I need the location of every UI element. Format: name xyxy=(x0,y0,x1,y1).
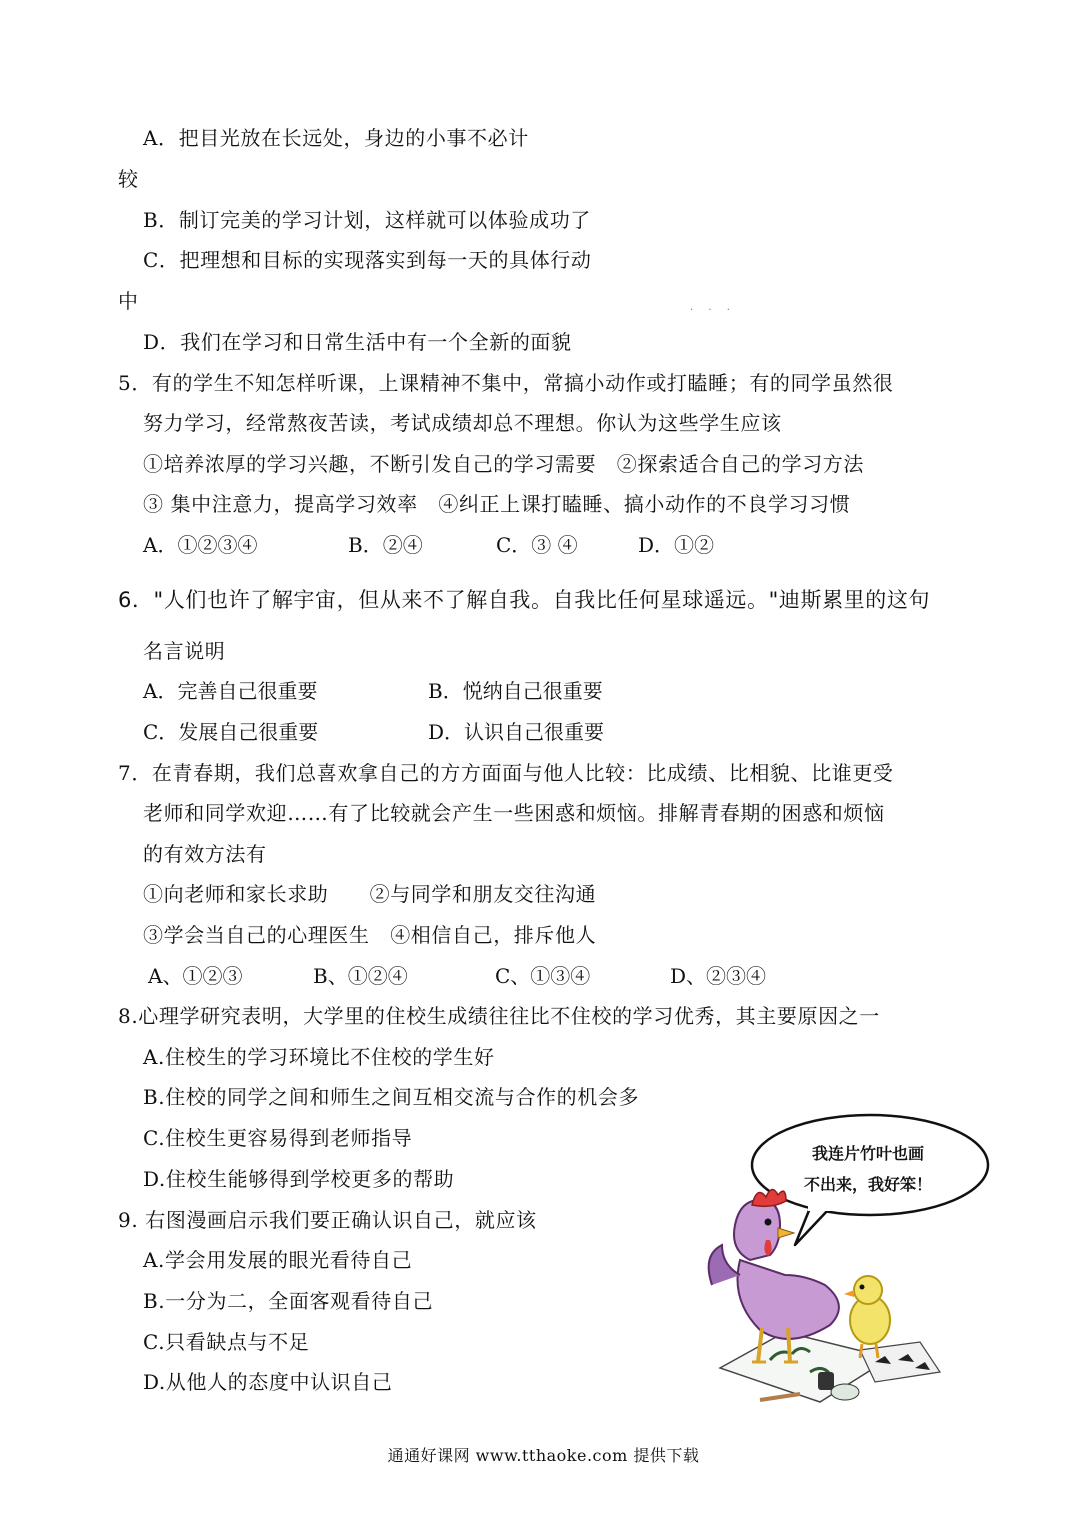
q7-option-c: C、①③④ xyxy=(495,964,591,988)
q7-option-b: B、①②④ xyxy=(313,964,408,988)
q7-option-d: D、②③④ xyxy=(670,964,767,988)
q9-option-b: B.一分为二，全面客观看待自己 xyxy=(143,1289,434,1313)
q4-option-d: D．我们在学习和日常生活中有一个全新的面貌 xyxy=(143,330,572,354)
q7-stem-line2: 老师和同学欢迎……有了比较就会产生一些困惑和烦恼。排解青春期的困惑和烦恼 xyxy=(143,801,885,825)
q9-option-a: A.学会用发展的眼光看待自己 xyxy=(143,1248,413,1272)
q7-statement-line2: ③学会当自己的心理医生 ④相信自己，排斥他人 xyxy=(143,923,597,947)
q8-option-c: C.住校生更容易得到老师指导 xyxy=(143,1126,413,1150)
q7-option-a: A、①②③ xyxy=(148,964,243,988)
footer-credit: 通通好课网 www.tthaoke.com 提供下载 xyxy=(387,1446,700,1465)
q5-option-d: D．①② xyxy=(638,533,715,557)
q4-option-b: B．制订完美的学习计划，这样就可以体验成功了 xyxy=(143,208,591,232)
bubble-text-line2: 不出来，我好笨！ xyxy=(803,1175,933,1194)
q7-stem-line1: 7．在青春期，我们总喜欢拿自己的方方面面与他人比较：比成绩、比相貌、比谁更受 xyxy=(118,761,894,785)
paper-sheet xyxy=(720,1332,940,1402)
q5-option-b: B．②④ xyxy=(348,533,423,557)
q4-option-c-continued: 中 xyxy=(118,289,139,313)
q6-stem-line1: 6．"人们也许了解宇宙，但从来不了解自我。自我比任何星球遥远。"迪斯累里的这句 xyxy=(118,588,931,612)
q7-statement-line1: ①向老师和家长求助 ②与同学和朋友交往沟通 xyxy=(143,882,597,906)
q6-option-d: D．认识自己很重要 xyxy=(428,720,605,744)
q4-option-c: C．把理想和目标的实现落实到每一天的具体行动 xyxy=(143,248,592,272)
q8-option-b: B.住校的同学之间和师生之间互相交流与合作的机会多 xyxy=(143,1085,640,1109)
q9-option-d: D.从他人的态度中认识自己 xyxy=(143,1370,393,1394)
q5-statement-line2: ③ 集中注意力，提高学习效率 ④纠正上课打瞌睡、搞小动作的不良学习习惯 xyxy=(143,492,851,516)
rooster-and-chick-cartoon xyxy=(700,1110,1000,1410)
q7-stem-line3: 的有效方法有 xyxy=(143,842,267,866)
q5-option-c: C．③ ④ xyxy=(496,533,578,557)
speech-bubble xyxy=(752,1115,988,1245)
q8-option-a: A.住校生的学习环境比不住校的学生好 xyxy=(143,1045,495,1069)
q4-option-a-continued: 较 xyxy=(118,167,139,191)
q8-option-d: D.住校生能够得到学校更多的帮助 xyxy=(143,1167,455,1191)
q5-stem-line1: 5．有的学生不知怎样听课，上课精神不集中，常搞小动作或打瞌睡；有的同学虽然很 xyxy=(118,371,894,395)
q8-stem: 8.心理学研究表明，大学里的住校生成绩往往比不住校的学习优秀，其主要原因之一 xyxy=(118,1004,880,1028)
q4-option-a: A．把目光放在长远处，身边的小事不必计 xyxy=(143,126,529,150)
bubble-text-line1: 我连片竹叶也画 xyxy=(811,1144,925,1163)
q5-statement-line1: ①培养浓厚的学习兴趣，不断引发自己的学习需要 ②探索适合自己的学习方法 xyxy=(143,452,864,476)
q9-stem: 9. 右图漫画启示我们要正确认识自己，就应该 xyxy=(118,1208,537,1232)
q9-option-c: C.只看缺点与不足 xyxy=(143,1330,310,1354)
stray-dots: · · · xyxy=(690,305,736,316)
q6-option-a: A．完善自己很重要 xyxy=(143,679,318,703)
q6-option-c: C．发展自己很重要 xyxy=(143,720,319,744)
chick xyxy=(844,1276,890,1358)
q5-option-a: A．①②③④ xyxy=(143,533,258,557)
q6-stem-line2: 名言说明 xyxy=(143,639,226,663)
q5-stem-line2: 努力学习，经常熬夜苦读，考试成绩却总不理想。你认为这些学生应该 xyxy=(143,411,782,435)
q6-option-b: B．悦纳自己很重要 xyxy=(428,679,603,703)
